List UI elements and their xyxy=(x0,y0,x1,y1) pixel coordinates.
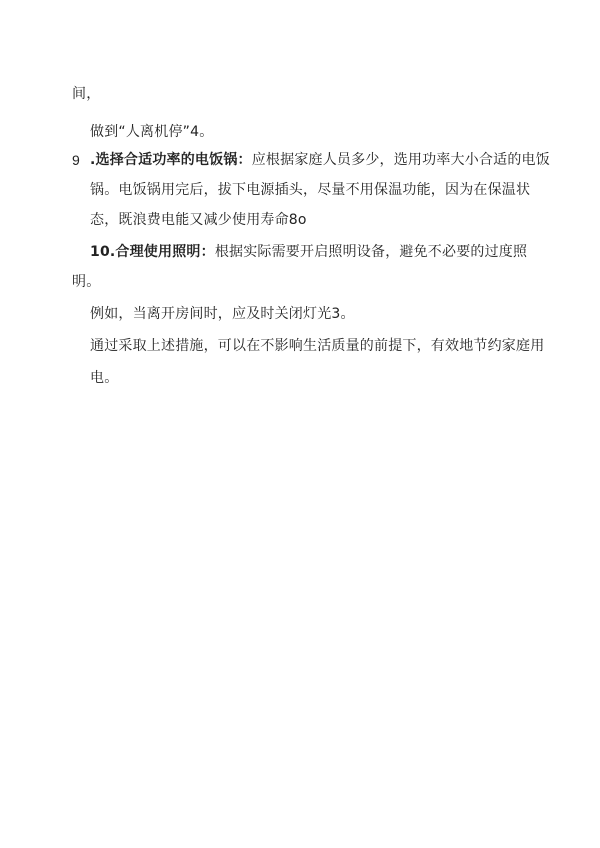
paragraph: 电。 xyxy=(90,370,119,386)
list-item-heading: .选择合适功率的电饭锅： xyxy=(90,152,252,168)
list-item-heading: 10.合理使用照明： xyxy=(90,244,215,260)
list-item-10 xyxy=(90,242,527,262)
list-item-text: 应根据家庭人员多少，选用功率大小合适的电饭 xyxy=(251,152,550,168)
list-item-text: 锅。电饭锅用完后，拔下电源插头，尽量不用保温功能，因为在保温状 xyxy=(90,182,531,198)
list-item-text: 明。 xyxy=(72,274,101,290)
text-line: 间， xyxy=(72,86,101,102)
list-item-text: 态，既浪费电能又减少使用寿命8o xyxy=(90,212,307,228)
list-number: 9 xyxy=(72,152,80,168)
paragraph: 通过采取上述措施，可以在不影响生活质量的前提下，有效地节约家庭用 xyxy=(90,338,545,354)
list-item-9 xyxy=(90,150,550,170)
list-item-text: 根据实际需要开启照明设备，避免不必要的过度照 xyxy=(214,244,528,260)
paragraph: 做到“人离机停”4。 xyxy=(90,124,214,140)
paragraph: 例如，当离开房间时，应及时关闭灯光3。 xyxy=(90,306,355,322)
